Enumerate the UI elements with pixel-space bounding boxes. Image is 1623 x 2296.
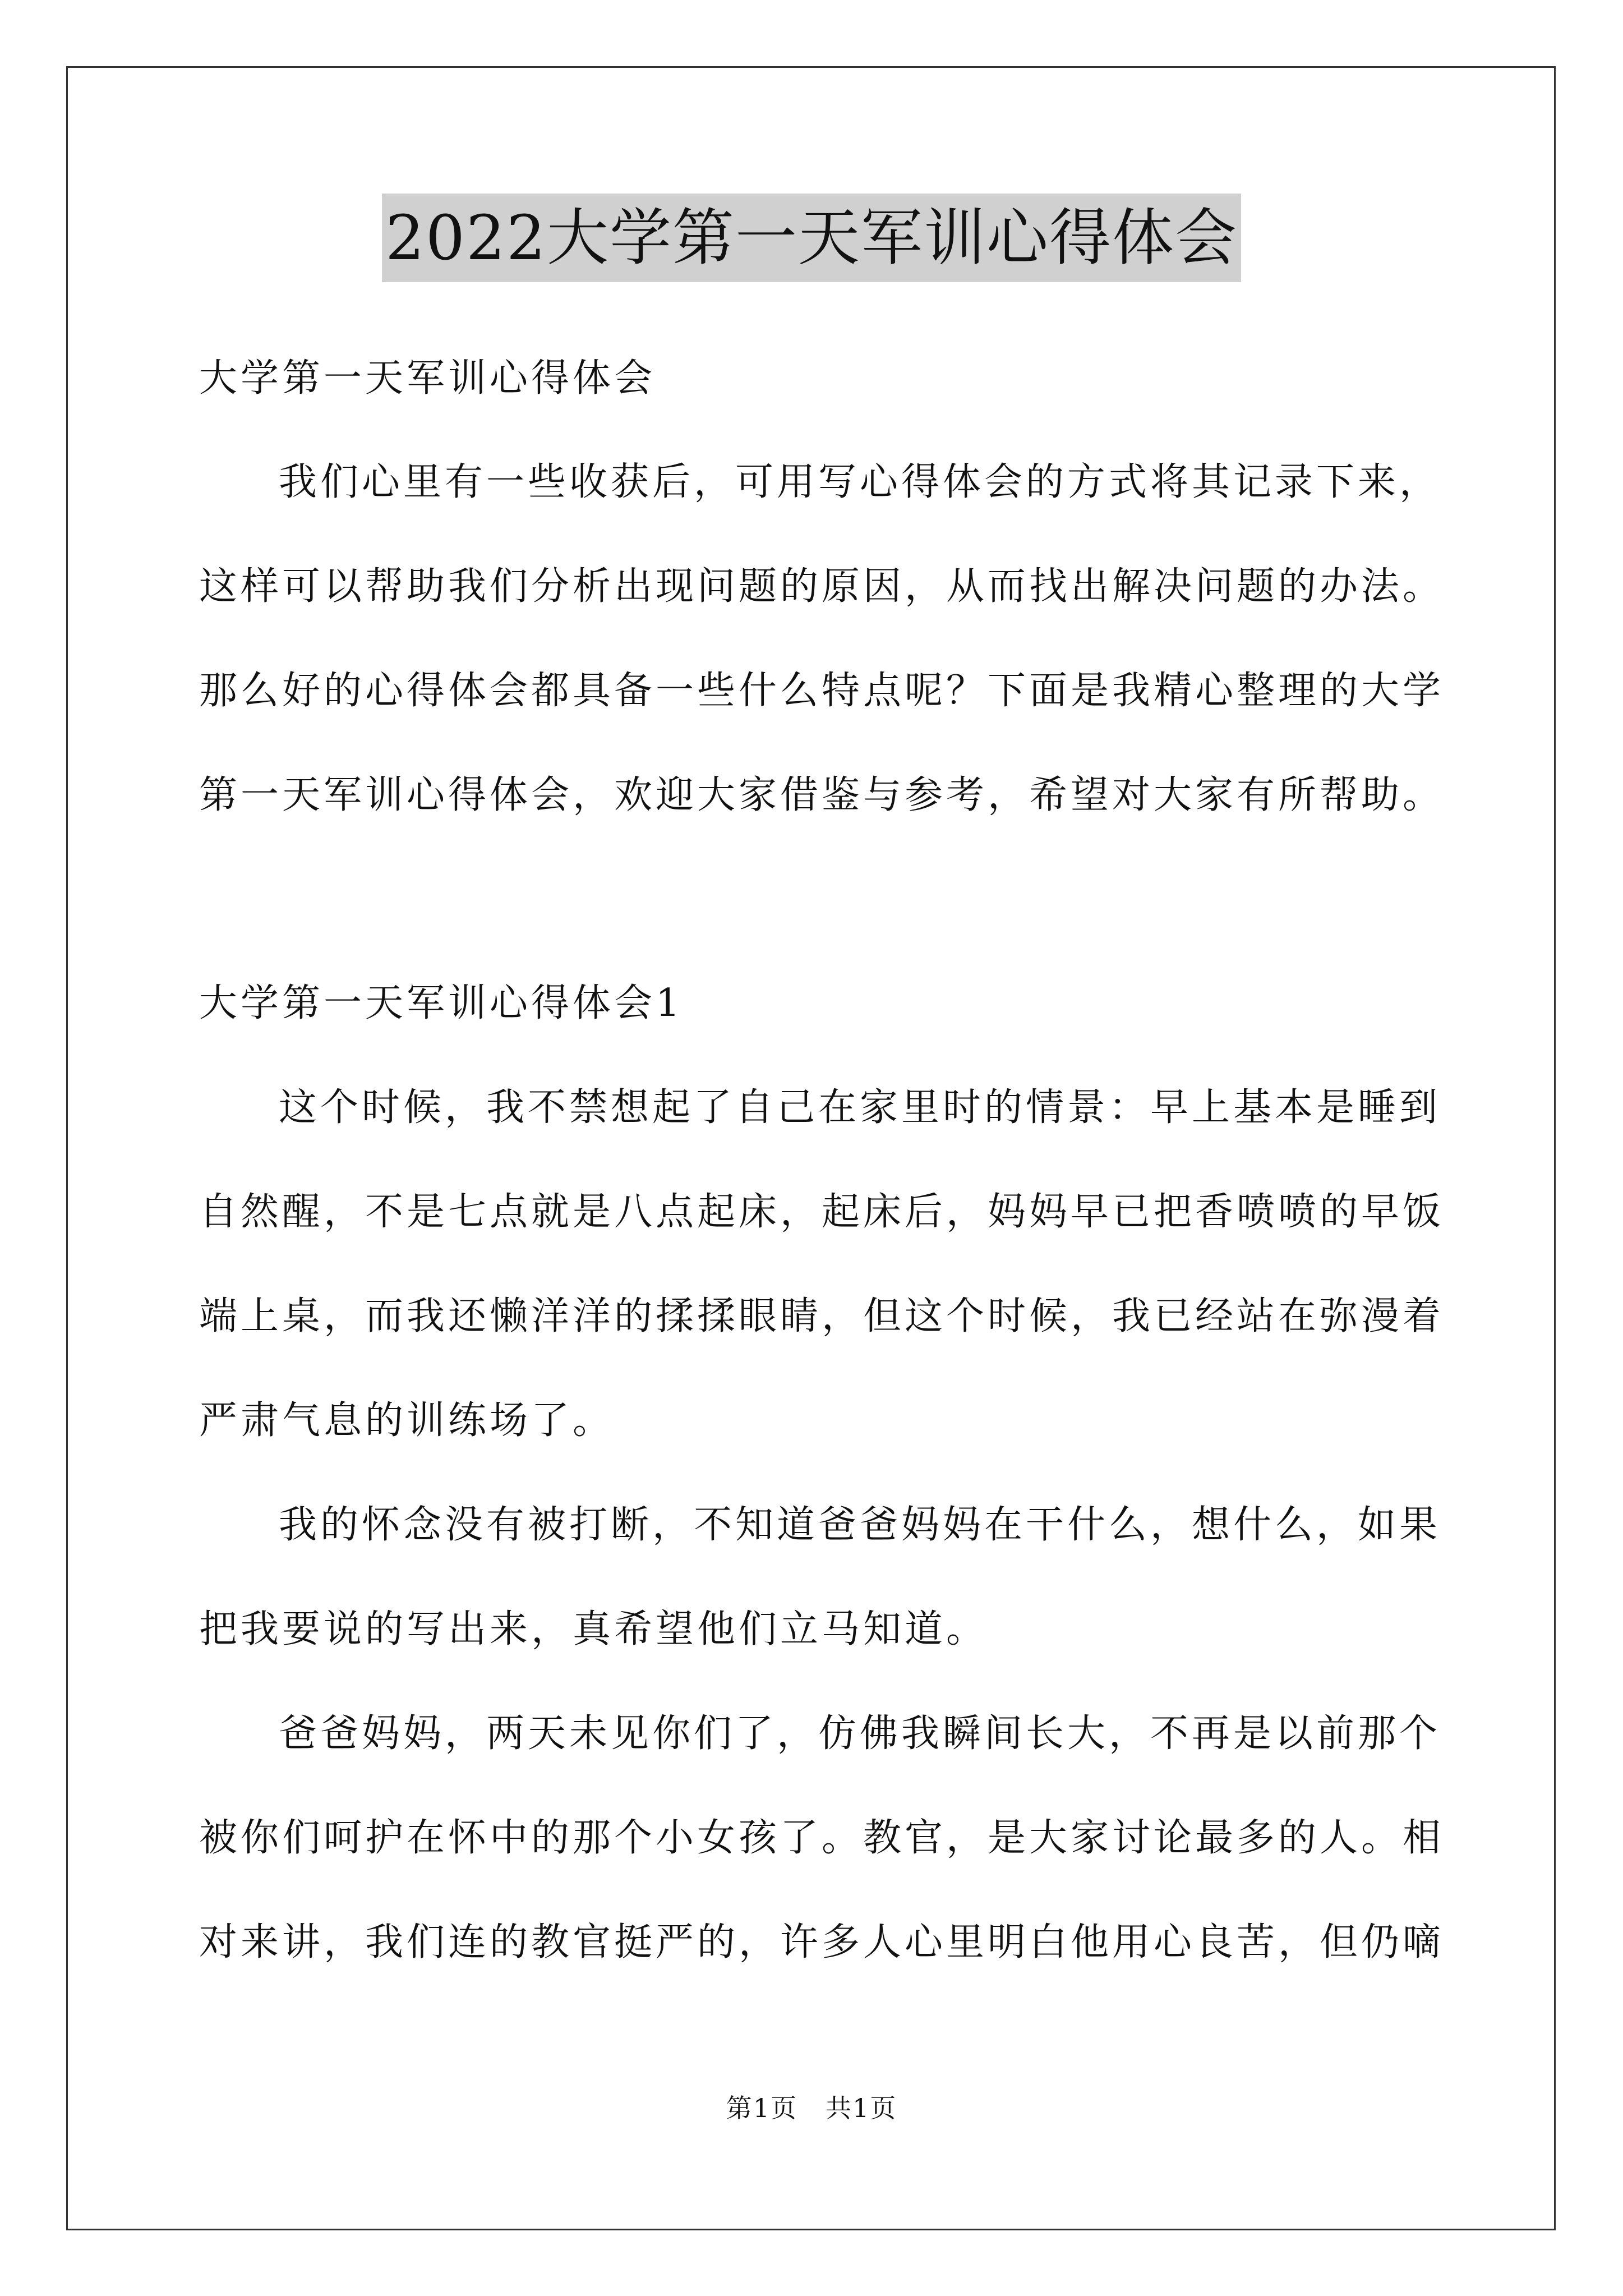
title-container	[0, 194, 1623, 282]
body-line: 这个时候，我不禁想起了自己在家里时的情景：早上基本是睡到	[279, 1085, 1441, 1130]
page-total: 共1页	[826, 2093, 897, 2123]
intro-line: 我们心里有一些收获后，可用写心得体会的方式将其记录下来，	[279, 460, 1441, 504]
intro-line: 这样可以帮助我们分析出现问题的原因，从而找出解决问题的办法。	[199, 564, 1445, 609]
page-footer	[0, 2091, 1623, 2125]
body-line: 我的怀念没有被打断，不知道爸爸妈妈在干什么，想什么，如果	[279, 1503, 1441, 1547]
page-number: 第1页	[726, 2093, 797, 2123]
section-heading: 大学第一天军训心得体会1	[199, 981, 684, 1025]
intro-line: 第一天军训心得体会，欢迎大家借鉴与参考，希望对大家有所帮助。	[199, 773, 1445, 817]
body-line: 端上桌，而我还懒洋洋的揉揉眼睛，但这个时候，我已经站在弥漫着	[199, 1294, 1445, 1338]
body-line: 严肃气息的训练场了。	[199, 1398, 615, 1443]
body-line: 爸爸妈妈，两天未见你们了，仿佛我瞬间长大，不再是以前那个	[279, 1711, 1441, 1756]
body-line: 把我要说的写出来，真希望他们立马知道。	[199, 1607, 988, 1651]
document-subtitle: 大学第一天军训心得体会	[199, 356, 656, 401]
body-line: 对来讲，我们连的教官挺严的，许多人心里明白他用心良苦，但仍嘀	[199, 1920, 1445, 1964]
body-line: 被你们呵护在怀中的那个小女孩了。教官，是大家讨论最多的人。相	[199, 1816, 1445, 1860]
intro-line: 那么好的心得体会都具备一些什么特点呢？下面是我精心整理的大学	[199, 669, 1445, 713]
document-title: 2022大学第一天军训心得体会	[382, 194, 1241, 282]
body-line: 自然醒，不是七点就是八点起床，起床后，妈妈早已把香喷喷的早饭	[199, 1190, 1445, 1234]
